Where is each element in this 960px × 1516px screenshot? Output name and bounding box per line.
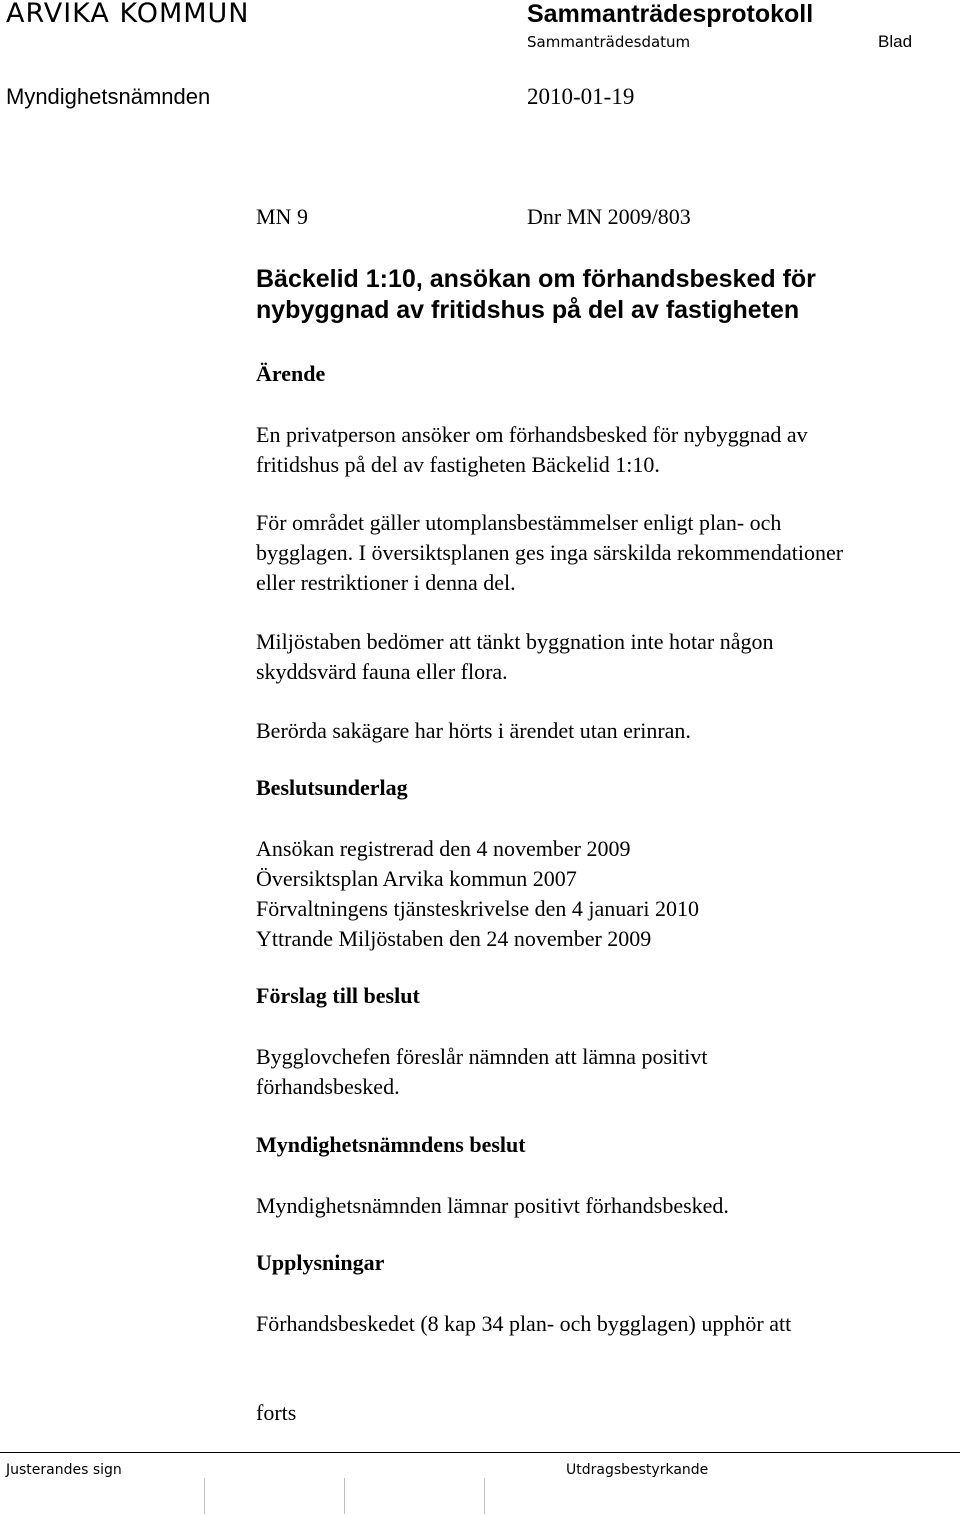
- arende-paragraph-1: [256, 420, 808, 480]
- text-line: förhandsbesked.: [256, 1074, 400, 1099]
- paragraph-number: MN 9: [256, 204, 308, 229]
- text-line: skyddsvärd fauna eller flora.: [256, 659, 508, 684]
- document-title: Sammanträdesprotokoll: [527, 0, 814, 28]
- arende-paragraph-4: Berörda sakägare har hörts i ärendet utan erinran.: [256, 718, 691, 743]
- list-item: Översiktsplan Arvika kommun 2007: [256, 866, 577, 891]
- justerandes-sign-label: Justerandes sign: [6, 1462, 122, 1478]
- arende-paragraph-3: [256, 627, 774, 687]
- text-line: Bygglovchefen föreslår nämnden att lämna positivt: [256, 1044, 708, 1069]
- utdragsbestyrkande-label: Utdragsbestyrkande: [566, 1462, 709, 1478]
- municipality-logo: ARVIKA KOMMUN: [6, 0, 250, 29]
- text-line: Miljöstaben bedömer att tänkt byggnation inte hotar någon: [256, 629, 774, 654]
- upplysningar-heading: Upplysningar: [256, 1250, 385, 1275]
- upplysningar-paragraph: Förhandsbeskedet (8 kap 34 plan- och bygglagen) upphör att: [256, 1311, 792, 1336]
- forslag-heading: Förslag till beslut: [256, 983, 420, 1008]
- sheet-label: Blad: [878, 32, 913, 51]
- continued-marker: forts: [256, 1400, 297, 1425]
- text-line: eller restriktioner i denna del.: [256, 570, 516, 595]
- list-item: Förvaltningens tjänsteskrivelse den 4 januari 2010: [256, 896, 699, 921]
- case-title-line: nybyggnad av fritidshus på del av fastigheten: [256, 296, 800, 324]
- beslutsunderlag-heading: Beslutsunderlag: [256, 775, 408, 800]
- text-line: fritidshus på del av fastigheten Bäckelid 1:10.: [256, 452, 660, 477]
- list-item: Yttrande Miljöstaben den 24 november 2009: [256, 926, 652, 951]
- arende-heading: Ärende: [256, 361, 326, 386]
- footer-divider: [0, 1452, 960, 1453]
- case-title: [256, 264, 816, 326]
- list-item: Ansökan registrerad den 4 november 2009: [256, 836, 631, 861]
- case-number: Dnr MN 2009/803: [527, 204, 691, 229]
- meeting-date-label: Sammanträdesdatum: [527, 33, 691, 51]
- case-title-line: Bäckelid 1:10, ansökan om förhandsbesked för: [256, 265, 816, 293]
- text-line: En privatperson ansöker om förhandsbesked för nybyggnad av: [256, 422, 808, 447]
- signature-box-divider: [344, 1478, 345, 1514]
- beslutsunderlag-list: [256, 834, 699, 954]
- arende-paragraph-2: [256, 508, 843, 598]
- beslut-heading: Myndighetsnämndens beslut: [256, 1132, 526, 1157]
- meeting-date: 2010-01-19: [527, 84, 635, 109]
- text-line: För området gäller utomplansbestämmelser enligt plan- och: [256, 510, 782, 535]
- forslag-paragraph: [256, 1042, 707, 1102]
- beslut-paragraph: Myndighetsnämnden lämnar positivt förhandsbesked.: [256, 1193, 729, 1218]
- text-line: bygglagen. I översiktsplanen ges inga särskilda rekommendationer: [256, 540, 844, 565]
- signature-box-divider: [204, 1478, 205, 1514]
- committee-name: Myndighetsnämnden: [6, 84, 211, 109]
- signature-box-divider: [484, 1478, 485, 1514]
